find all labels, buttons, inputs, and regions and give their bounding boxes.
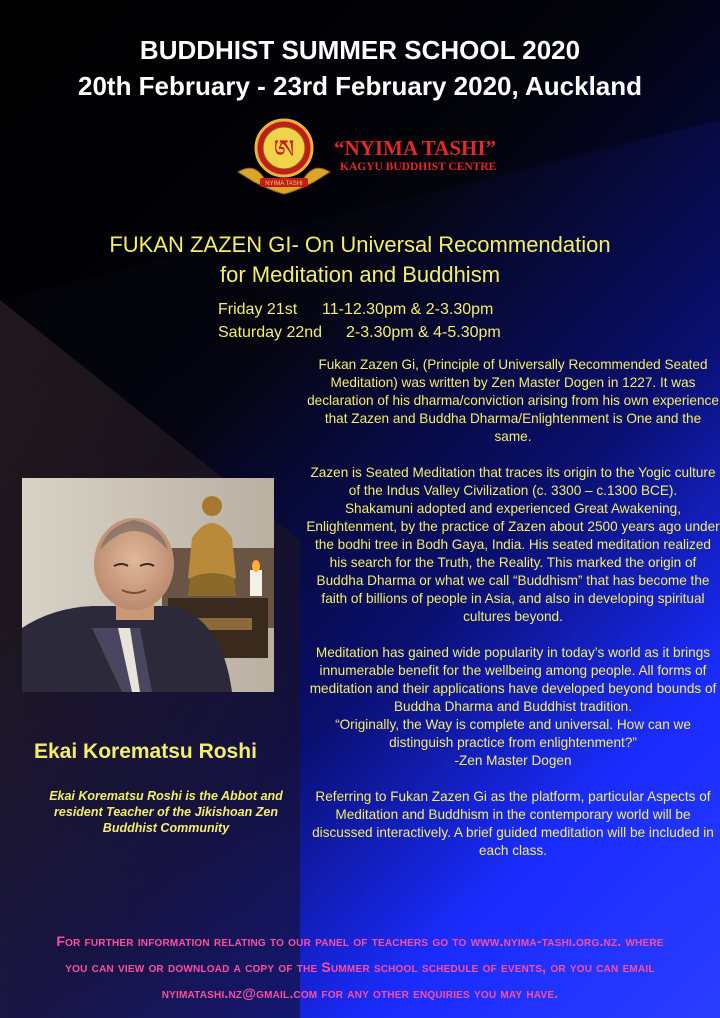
- footer-line-3: nyimatashi.nz@gmail.com for any other enquiries you may have.: [161, 985, 559, 1001]
- event-dates-location: 20th February - 23rd February 2020, Auckland: [77, 71, 643, 101]
- footer-line-2: you can view or download a copy of the Summer school schedule of events, or you can email: [65, 959, 655, 975]
- footer-line-1: For further information relating to our panel of teachers go to www.nyima-tashi.org.nz. where: [56, 933, 664, 949]
- description-paragraph: Referring to Fukan Zazen Gi as the platform, particular Aspects of Meditation and Buddhism in the contemporary world will be discussed interactively. A brief guided meditation will be included in each class.: [312, 789, 714, 858]
- description-paragraph: Zazen is Seated Meditation that traces its origin to the Yogic culture of the Indus Valley Civilization (c. 3300 – c.1300 BCE).: [310, 465, 716, 498]
- teacher-name: Ekai Korematsu Roshi: [34, 740, 257, 763]
- schedule-day: Friday 21st: [218, 301, 298, 318]
- teacher-bio: Ekai Korematsu Roshi is the Abbot and resident Teacher of the Jikishoan Zen Buddhist Community: [49, 789, 283, 835]
- talk-title-line-2: for Meditation and Buddhism: [219, 262, 501, 287]
- centre-subtitle: KAGYU BUDDHIST CENTRE: [340, 161, 497, 173]
- centre-name: “NYIMA TASHI”: [334, 136, 497, 160]
- description-paragraph: Fukan Zazen Gi, (Principle of Universally Recommended Seated Meditation) was written by Zen Master Dogen in 1227. It was declaration of his dharma/conviction arising from his own experience that Zazen and Buddha Dharma/Enlightenment is One and the same.: [307, 357, 719, 444]
- schedule-times: 11-12.30pm & 2-3.30pm: [322, 301, 494, 318]
- session-schedule: [218, 298, 501, 344]
- contact-footer: [0, 928, 720, 1006]
- talk-title: [0, 230, 720, 290]
- dogen-quote: “Originally, the Way is complete and universal. How can we distinguish practice from enlightenment?”: [335, 717, 691, 750]
- quote-author: -Zen Master Dogen: [454, 753, 572, 768]
- logo-badge-text: NYIMA TASHI: [265, 181, 303, 187]
- talk-description: [306, 356, 720, 860]
- talk-title-line-1: FUKAN ZAZEN GI- On Universal Recommendation: [109, 232, 611, 257]
- schedule-row: [218, 321, 501, 344]
- teacher-photo: [22, 478, 274, 692]
- description-paragraph: Shakamuni adopted and experienced Great Awakening, Enlightenment, by the practice of Zazen about 2500 years ago under the bodhi tree in Bodh Gaya, India. His seated meditation realized his search for the Truth, the Reality. This marked the origin of Buddha Dharma or what we call “Buddhism” that has become the faith of billions of people in Asia, and also in developing spiritual cultures beyond.: [306, 501, 720, 624]
- description-paragraph: Meditation has gained wide popularity in today’s world as it brings innumerable benefit for the wellbeing among people. All forms of meditation and their applications have developed beyond bounds of Buddha Dharma and Buddhist tradition.: [309, 645, 717, 714]
- event-header: [0, 32, 720, 104]
- svg-text:ཨ: ཨ: [273, 135, 295, 165]
- schedule-row: [218, 298, 501, 321]
- dharma-emblem-icon: [234, 112, 334, 198]
- event-title: BUDDHIST SUMMER SCHOOL 2020: [139, 35, 581, 65]
- schedule-day: Saturday 22nd: [218, 324, 323, 341]
- schedule-times: 2-3.30pm & 4-5.30pm: [346, 324, 501, 341]
